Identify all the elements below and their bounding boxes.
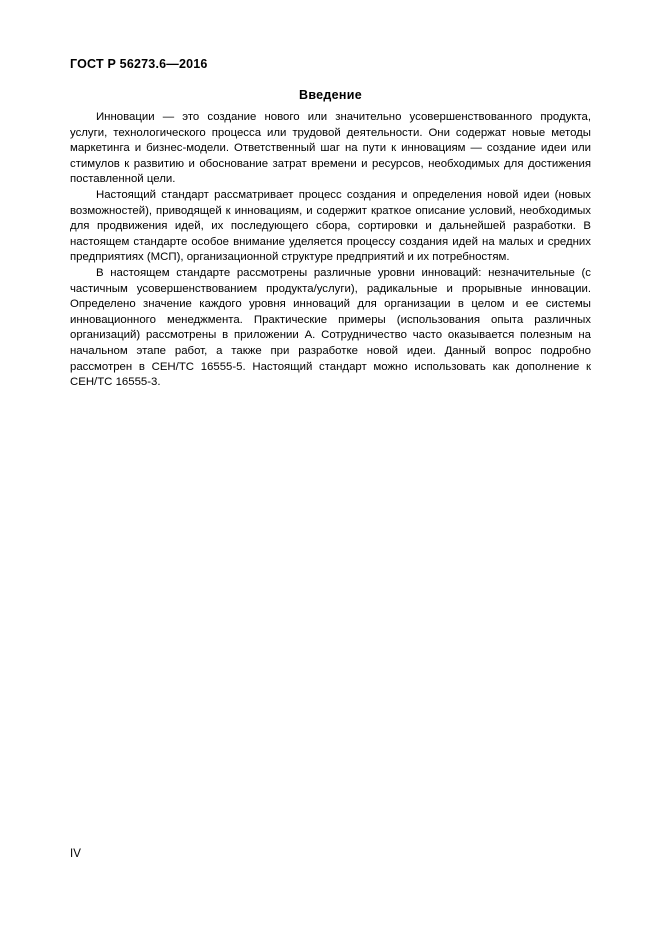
- paragraph: Инновации — это создание нового или значительно усовершенствованного продукта, услуги, технологического процесса или трудовой деятельности. Они содержат новые методы маркетинга и бизнес-модели. Ответственный шаг на пути к инновациям — создание идеи или стимулов к развитию и обоснование затрат времени и ресурсов, необходимых для достижения поставленной цели.: [70, 111, 591, 186]
- page-title: Введение: [299, 88, 362, 102]
- page-number: IV: [70, 848, 81, 860]
- paragraph: Настоящий стандарт рассматривает процесс создания и определения новой идеи (новых возможностей), приводящей к инновациям, и содержит краткое описание условий, необходимых для продвижения идей, их последующего сбора, сортировки и дальнейшей разработки. В настоящем стандарте особое внимание уделяется процессу создания идей на малых и средних предприятиях (МСП), организационной структуре предприятий и их потребностям.: [70, 188, 591, 264]
- body-text: [70, 110, 591, 391]
- standard-number-header: ГОСТ Р 56273.6—2016: [70, 57, 208, 71]
- paragraph: В настоящем стандарте рассмотрены различные уровни инноваций: незначительные (с частичным усовершенствованием продукта/услуги), радикальные и прорывные инновации. Определено значение каждого уровня инноваций для организации в целом и ее системы инновационного менеджмента. Практические примеры (использования опыта различных организаций) рассмотрены в приложении А. Сотрудничество часто оказывается полезным на начальном этапе работ, а также при разработке новой идеи. Данный вопрос подробно рассмотрен в CEH/TC 16555-5. Настоящий стандарт можно использовать как дополнение к CEH/TC 16555-3.: [70, 266, 591, 389]
